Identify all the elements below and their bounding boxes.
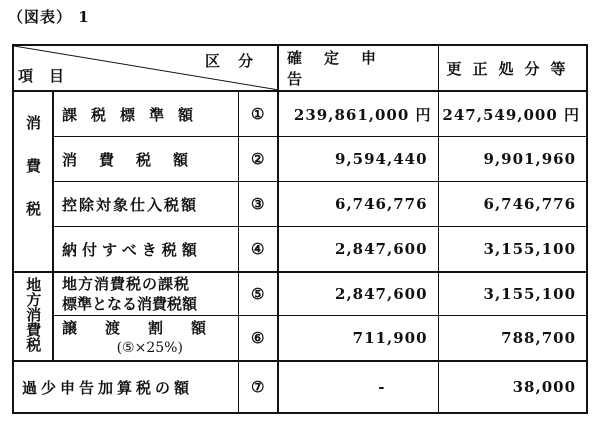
tax-table (12, 44, 588, 414)
header-kakutei-label: 確定申告 (287, 49, 399, 88)
row-1-number: ① (238, 91, 278, 137)
header-diagonal-cell (13, 45, 278, 91)
row-1-kakutei: 239,861,000 円 (278, 91, 438, 137)
row-7-item: 過少申告加算税の額 (13, 361, 238, 413)
row-7-kakutei: - (278, 361, 438, 413)
row-5-kosei: 3,155,100 (438, 272, 587, 316)
row-4-item: 納付すべき税額 (53, 227, 238, 273)
header-komoku: 項目 (18, 67, 81, 85)
row-6-number: ⑥ (238, 316, 278, 362)
row-6-kosei: 788,700 (438, 316, 587, 362)
group-consumption-tax (13, 91, 53, 272)
row-5-item: 地方消費税の課税 標準となる消費税額 (53, 272, 238, 316)
row-5-kakutei: 2,847,600 (278, 272, 438, 316)
row-6-item: 譲渡割額 (⑤×25%) (53, 316, 238, 362)
row-5-number: ⑤ (238, 272, 278, 316)
row-7-number: ⑦ (238, 361, 278, 413)
header-kosei-label: 更正処分等 (446, 59, 577, 78)
header-kakutei (278, 45, 438, 91)
group-consumption-label: 消費税 (24, 115, 42, 244)
group-local-consumption-tax (13, 272, 53, 361)
row-3-item: 控除対象仕入税額 (53, 182, 238, 227)
row-3-kakutei: 6,746,776 (278, 182, 438, 227)
row-4-kakutei: 2,847,600 (278, 227, 438, 273)
row-2-kakutei: 9,594,440 (278, 137, 438, 182)
row-6-kakutei: 711,900 (278, 316, 438, 362)
row-1-item: 課税標準額 (53, 91, 238, 137)
row-3-kosei: 6,746,776 (438, 182, 587, 227)
row-2-number: ② (238, 137, 278, 182)
figure-label: （図表） 1 (8, 8, 90, 26)
header-kosei (438, 45, 587, 91)
row-2-kosei: 9,901,960 (438, 137, 587, 182)
group-local-label: 地方消費税 (24, 277, 43, 352)
row-4-kosei: 3,155,100 (438, 227, 587, 273)
header-kakutei-text (287, 47, 438, 89)
row-1-kosei: 247,549,000 円 (438, 91, 587, 137)
row-2-item: 消費税額 (53, 137, 238, 182)
row-3-number: ③ (238, 182, 278, 227)
row-4-number: ④ (238, 227, 278, 273)
row-7-kosei: 38,000 (438, 361, 587, 413)
header-kubun: 区分 (205, 52, 272, 70)
